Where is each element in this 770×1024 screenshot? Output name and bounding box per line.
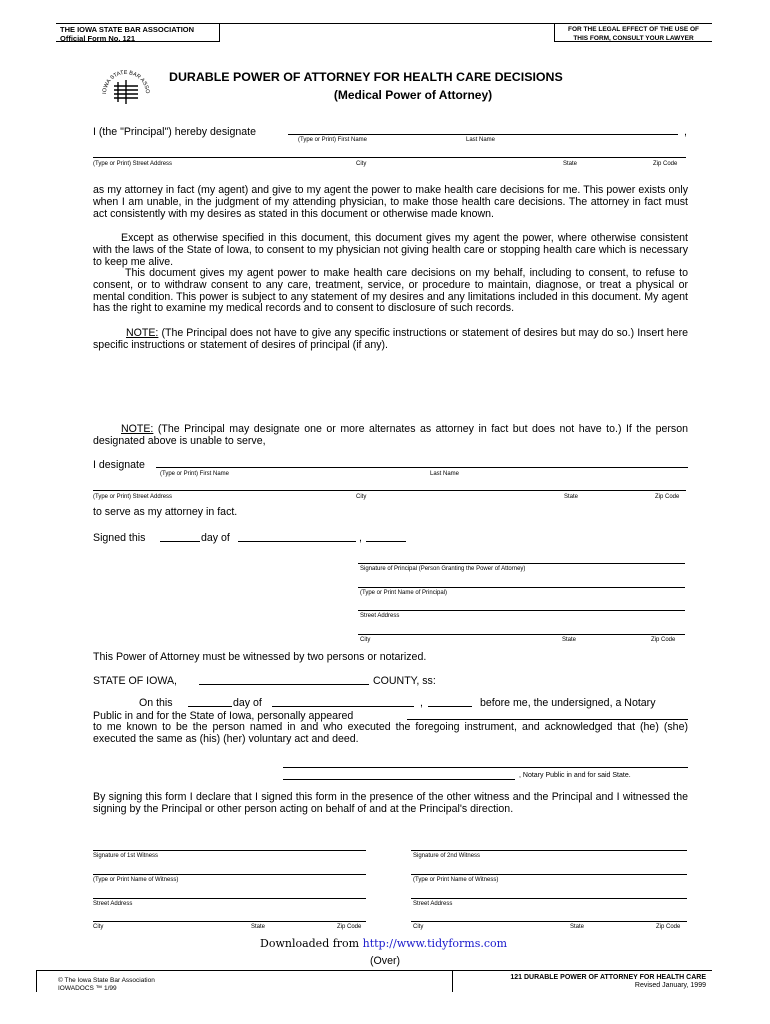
appeared-name-field[interactable] <box>407 719 688 720</box>
note-label-alternates: NOTE: <box>121 423 154 435</box>
witness2-street-label: Street Address <box>413 901 453 907</box>
signed-comma: , <box>359 532 362 544</box>
principal-signed-city-label: City <box>360 637 371 643</box>
witness2-print-field[interactable] <box>411 874 687 875</box>
witness1-zip-label: Zip Code <box>337 924 362 930</box>
header-form-number: Official Form No. 121 <box>60 34 136 43</box>
alternate-street-label: (Type or Print) Street Address <box>93 494 173 500</box>
footer-left-divider <box>36 970 37 992</box>
footer-form-title: 121 DURABLE POWER OF ATTORNEY FOR HEALTH CARE <box>510 974 706 981</box>
instructions-note-paragraph <box>93 328 688 352</box>
header-consult-lawyer: THIS FORM, CONSULT YOUR LAWYER <box>573 35 694 42</box>
principal-state-label: State <box>563 161 578 167</box>
footer-revised: Revised January, 1999 <box>634 982 706 989</box>
principal-print-name-field[interactable] <box>358 587 685 588</box>
notary-signature-field[interactable] <box>283 767 688 768</box>
signed-year-field[interactable] <box>366 541 406 542</box>
health-decisions-text: This document gives my agent power to make health care decisions on my behalf, including to consent, to refuse to consent, or to withdraw consent to any care, treatment, service, or procedure to maintain, diagnose, or treat a physical or mental condition. This power is subject to any statement of my desires and any limitations included in this document. My agent has the right to examine my medical records and to consent to disclosure of such records. <box>93 267 688 315</box>
witness2-signature-label: Signature of 2nd Witness <box>413 853 481 859</box>
signed-day-of-text: day of <box>201 532 230 544</box>
notary-comma: , <box>420 697 423 709</box>
signed-this-text: Signed this <box>93 532 146 544</box>
witness1-street-label: Street Address <box>93 901 133 907</box>
seal-lettering: IOWA STATE BAR ASSO <box>101 69 151 95</box>
tidyforms-link[interactable]: http://www.tidyforms.com <box>362 937 508 950</box>
notary-year-field[interactable] <box>428 706 472 707</box>
witness-declaration-paragraph: By signing this form I declare that I signed this form in the presence of the other witness and the Principal and I witnessed the signing by the Principal or other person acting on behalf of and at the Principal's direction. <box>93 791 688 815</box>
download-text: Downloaded from <box>260 937 363 950</box>
instructions-field[interactable] <box>93 356 688 421</box>
principal-zip-label: Zip Code <box>653 161 678 167</box>
witness2-city-label: City <box>413 924 424 930</box>
alternate-zip-label: Zip Code <box>655 494 680 500</box>
header-left-box <box>56 23 220 42</box>
principal-designate-lead: I (the "Principal") hereby designate <box>93 126 256 138</box>
notary-name-field[interactable] <box>283 779 515 780</box>
state-of-iowa-text: STATE OF IOWA, <box>93 675 177 687</box>
life-support-text: Except as otherwise specified in this document, this document gives my agent the power, where otherwise consistent with the laws of the State of Iowa, to consent to my physician not giving health care or stopping health care which is necessary to keep me alive. <box>93 232 688 268</box>
alternate-designate-lead: I designate <box>93 459 145 471</box>
notary-day-of-text: day of <box>233 697 262 709</box>
principal-comma: , <box>684 126 687 138</box>
witness2-signature-field[interactable] <box>411 850 687 851</box>
alternate-state-label: State <box>564 494 579 500</box>
serve-as-attorney-text: to serve as my attorney in fact. <box>93 506 238 518</box>
alternates-note-text: (The Principal may designate one or more alternates as attorney in fact but does not have to.) If the person designated above is unable to serve, <box>93 423 688 447</box>
health-decisions-paragraph <box>93 268 688 315</box>
before-me-text: before me, the undersigned, a Notary <box>480 697 656 709</box>
header-association: THE IOWA STATE BAR ASSOCIATION <box>60 25 195 34</box>
alternate-last-name-label: Last Name <box>430 471 460 477</box>
header-legal-effect: FOR THE LEGAL EFFECT OF THE USE OF <box>568 26 699 33</box>
witness2-city-field[interactable] <box>411 921 687 922</box>
principal-street-field[interactable] <box>358 610 685 611</box>
signed-month-field[interactable] <box>238 541 356 542</box>
header-right-box <box>554 23 712 42</box>
notary-month-field[interactable] <box>272 706 414 707</box>
instructions-note-text: (The Principal does not have to give any specific instructions or statement of desires but may do so.) Insert here specific instructions or statement of desires of principal (if any). <box>93 327 688 351</box>
principal-last-name-label: Last Name <box>466 137 496 143</box>
principal-signature-field[interactable] <box>358 563 685 564</box>
life-support-paragraph <box>93 233 688 268</box>
witness1-signature-field[interactable] <box>93 850 366 851</box>
bar-association-seal <box>98 66 154 116</box>
notary-day-field[interactable] <box>188 706 232 707</box>
county-ss-text: COUNTY, ss: <box>373 675 436 687</box>
witness2-zip-label: Zip Code <box>656 924 681 930</box>
principal-signature-label: Signature of Principal (Person Granting the Power of Attorney) <box>360 566 526 572</box>
witness1-street-field[interactable] <box>93 898 366 899</box>
witness1-print-field[interactable] <box>93 874 366 875</box>
footer-iowadocs: IOWADOCS ™ 1/99 <box>58 985 117 992</box>
witness1-signature-label: Signature of 1st Witness <box>93 853 159 859</box>
witness2-street-field[interactable] <box>411 898 687 899</box>
note-label: NOTE: <box>126 327 159 339</box>
principal-address-field[interactable] <box>93 157 686 158</box>
principal-street-label: (Type or Print) Street Address <box>93 161 173 167</box>
principal-city-field[interactable] <box>358 634 685 635</box>
notary-public-label: , Notary Public in and for said State. <box>519 772 631 779</box>
principal-signed-zip-label: Zip Code <box>651 637 676 643</box>
page-title: DURABLE POWER OF ATTORNEY FOR HEALTH CARE DECISIONS <box>169 70 563 84</box>
alternate-address-field[interactable] <box>93 490 686 491</box>
footer-right <box>452 974 706 990</box>
footer-left <box>58 977 155 993</box>
county-field[interactable] <box>199 684 369 685</box>
principal-name-field[interactable] <box>288 134 678 135</box>
alternate-name-field[interactable] <box>156 467 688 468</box>
alternate-type-label: (Type or Print) First Name <box>160 471 230 477</box>
witness2-print-label: (Type or Print Name of Witness) <box>413 877 499 883</box>
notary-on-this-text: On this <box>139 697 173 709</box>
principal-street-address-label: Street Address <box>360 613 400 619</box>
witness1-state-label: State <box>251 924 266 930</box>
over-indicator: (Over) <box>370 955 401 967</box>
principal-city-label: City <box>356 161 367 167</box>
witness1-city-label: City <box>93 924 104 930</box>
download-notice <box>260 937 507 950</box>
page-subtitle: (Medical Power of Attorney) <box>333 88 493 102</box>
alternates-note-paragraph <box>93 424 688 448</box>
header-rule <box>56 23 712 24</box>
footer-copyright: © The Iowa State Bar Association <box>58 977 155 984</box>
signed-day-field[interactable] <box>160 541 200 542</box>
agent-powers-paragraph: as my attorney in fact (my agent) and give to my agent the power to make health care decisions for me. This power exists only when I am unable, in the judgment of my attending physician, to make those health care decisions. The attorney in fact must act consistently with my desires as stated in this document or otherwise made known. <box>93 184 688 220</box>
witness1-city-field[interactable] <box>93 921 366 922</box>
witness1-print-label: (Type or Print Name of Witness) <box>93 877 179 883</box>
alternate-city-label: City <box>356 494 367 500</box>
public-in-text: Public in and for the State of Iowa, personally appeared <box>93 710 354 722</box>
principal-signed-state-label: State <box>562 637 577 643</box>
witness-requirement-text: This Power of Attorney must be witnessed by two persons or notarized. <box>93 651 427 663</box>
acknowledgment-paragraph: to me known to be the person named in and who executed the foregoing instrument, and acknowledged that (he) (she) executed the same as (his) (her) voluntary act and deed. <box>93 721 688 745</box>
principal-print-name-label: (Type or Print Name of Principal) <box>360 590 448 596</box>
footer-rule <box>36 970 712 971</box>
witness2-state-label: State <box>570 924 585 930</box>
principal-first-name-label: (Type or Print) First Name <box>298 137 368 143</box>
